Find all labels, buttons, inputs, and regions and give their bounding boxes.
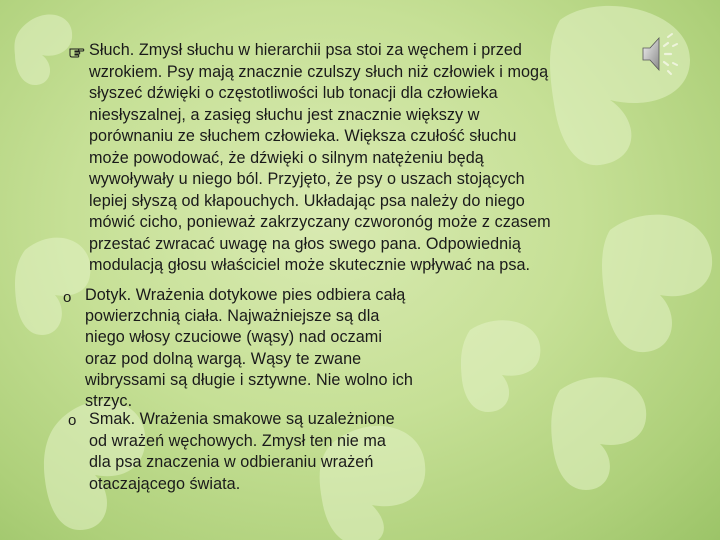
bullet-marker: o	[68, 412, 77, 429]
paragraph-line: może powodować, że dźwięki o silnym natężeniu będą	[89, 148, 484, 167]
bullet-text-dotyk	[85, 285, 413, 412]
paragraph-line: Smak. Wrażenia smakowe są uzależnione	[89, 410, 395, 428]
bullet-marker: o	[63, 289, 72, 306]
paragraph-line: niesłyszalnej, a zasięg słuchu jest znacznie większy w	[89, 105, 480, 124]
bullet-text-smak	[89, 409, 395, 495]
paragraph-line: wywoływały u niego ból. Przyjęto, że psy o uszach stojących	[89, 170, 525, 188]
paragraph-line: modulacją głosu właściciel może skutecznie wpływać na psa.	[89, 256, 531, 274]
paragraph-line: od wrażeń węchowych. Zmysł ten nie ma	[89, 431, 386, 450]
paragraph-line: otaczającego świata.	[89, 474, 241, 493]
paragraph-line: porównaniu ze słuchem człowieka. Większa czułość słuchu	[89, 127, 517, 145]
paragraph-line: Dotyk. Wrażenia dotykowe pies odbiera całą	[85, 286, 406, 304]
speaker-icon[interactable]	[640, 32, 680, 76]
paragraph-line: oraz pod dolną wargą. Wąsy te zwane	[85, 349, 362, 368]
paragraph-line: wzrokiem. Psy mają znacznie czulszy słuch niż człowiek i mogą	[89, 62, 549, 81]
paragraph-line: Słuch. Zmysł słuchu w hierarchii psa stoi za węchem i przed	[89, 41, 522, 59]
paragraph-line: niego włosy czuciowe (wąsy) nad oczami	[85, 328, 382, 347]
paragraph-line: dla psa znaczenia w odbieraniu wrażeń	[89, 453, 374, 471]
paragraph-line: przestać zwracać uwagę na głos swego pana. Odpowiednią	[89, 234, 521, 253]
hand-pointer-icon	[69, 44, 85, 58]
paragraph-line: słyszeć dźwięki o częstotliwości lub tonacji dla człowieka	[89, 84, 498, 102]
paragraph-line: lepiej słyszą od kłapouchych. Układając psa należy do niego	[89, 191, 525, 210]
bullet-text-sluch	[89, 40, 551, 277]
paragraph-line: powierzchnią ciała. Najważniejsze są dla	[85, 307, 380, 326]
paragraph-line: wibryssami są długie i sztywne. Nie wolno ich	[85, 370, 413, 389]
paragraph-line: mówić cicho, ponieważ zakrzyczany czworonóg może z czasem	[89, 213, 551, 231]
paragraph-line: strzyc.	[85, 392, 133, 411]
